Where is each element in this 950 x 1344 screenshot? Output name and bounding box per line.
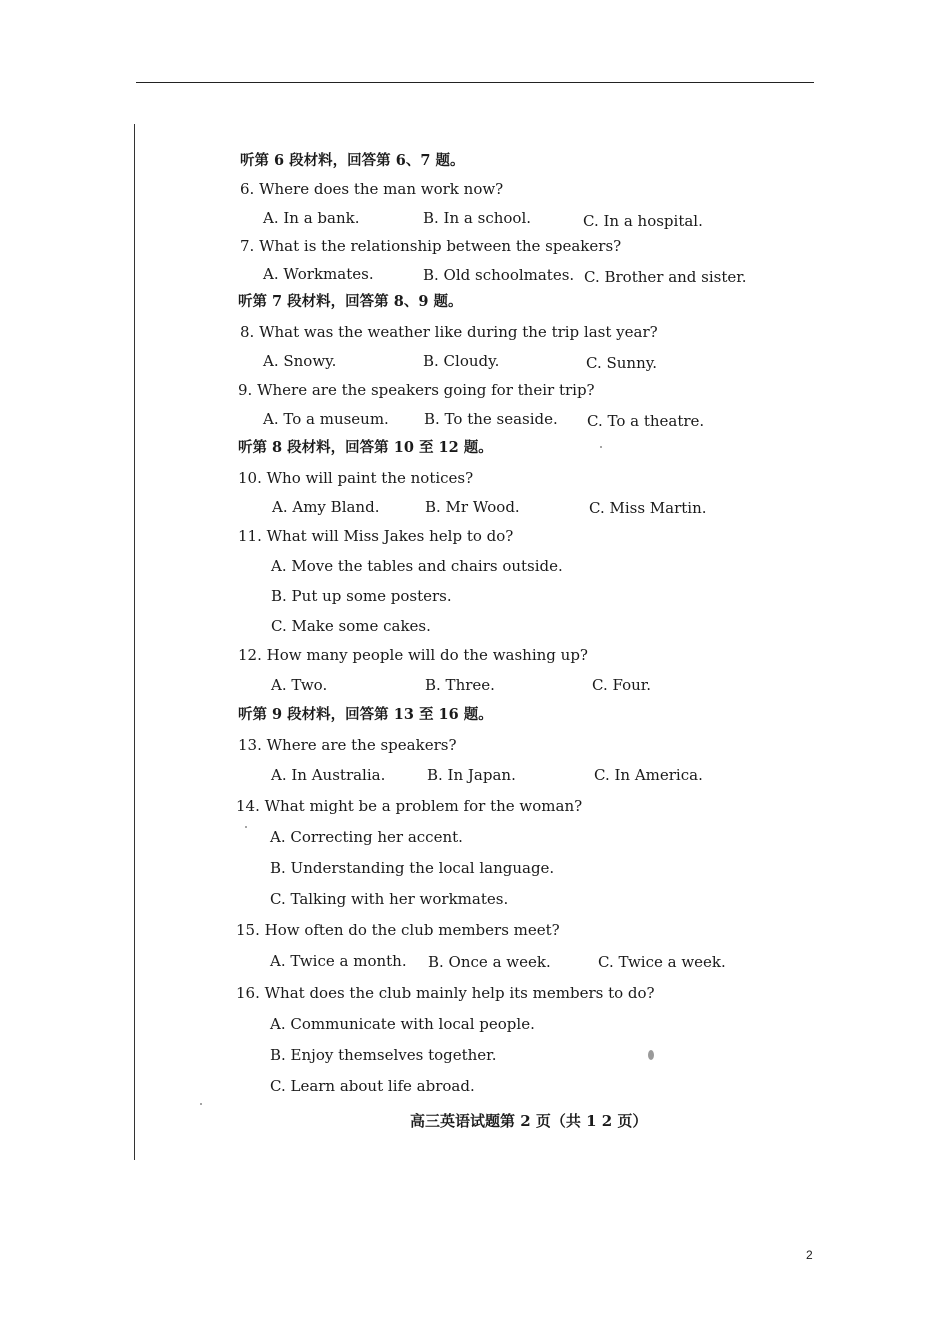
q6-option-b: B. In a school.: [423, 209, 532, 227]
question-13: 13. Where are the speakers?: [238, 736, 457, 754]
question-7: 7. What is the relationship between the speakers?: [240, 237, 622, 255]
q7-option-c: C. Brother and sister.: [584, 268, 747, 286]
q10-option-b: B. Mr Wood.: [425, 498, 520, 516]
q7-option-a: A. Workmates.: [263, 265, 374, 283]
scan-smudge: [648, 1050, 654, 1060]
page-footer: 高三英语试题第 2 页（共 1 2 页）: [410, 1112, 648, 1130]
q15-option-b: B. Once a week.: [428, 953, 551, 971]
section-heading: 听第 6 段材料，回答第 6、7 题。: [240, 152, 465, 169]
q6-option-c: C. In a hospital.: [583, 212, 703, 230]
question-6: 6. Where does the man work now?: [240, 180, 504, 198]
top-rule: [136, 82, 814, 83]
q14-option-c: C. Talking with her workmates.: [270, 890, 509, 908]
q6-option-a: A. In a bank.: [263, 209, 360, 227]
q12-option-a: A. Two.: [271, 676, 328, 694]
q8-option-a: A. Snowy.: [263, 352, 337, 370]
question-16: 16. What does the club mainly help its members to do?: [236, 984, 655, 1002]
q14-option-b: B. Understanding the local language.: [270, 859, 555, 877]
q14-option-a: A. Correcting her accent.: [270, 828, 463, 846]
section-heading: 听第 8 段材料，回答第 10 至 12 题。: [238, 439, 493, 456]
question-12: 12. How many people will do the washing up?: [238, 646, 588, 664]
section-heading: 听第 9 段材料，回答第 13 至 16 题。: [238, 706, 493, 723]
section-heading: 听第 7 段材料，回答第 8、9 题。: [238, 293, 463, 310]
q16-option-b: B. Enjoy themselves together.: [270, 1046, 497, 1064]
q9-option-a: A. To a museum.: [263, 410, 389, 428]
question-8: 8. What was the weather like during the trip last year?: [240, 323, 658, 341]
q13-option-c: C. In America.: [594, 766, 703, 784]
question-9: 9. Where are the speakers going for their trip?: [238, 381, 595, 399]
q9-option-b: B. To the seaside.: [424, 410, 558, 428]
left-margin-rule: [134, 124, 135, 1160]
scan-speck: [200, 1103, 202, 1105]
q15-option-a: A. Twice a month.: [270, 952, 407, 970]
q12-option-c: C. Four.: [592, 676, 652, 694]
page-number: 2: [806, 1248, 813, 1262]
question-11: 11. What will Miss Jakes help to do?: [238, 527, 514, 545]
q11-option-a: A. Move the tables and chairs outside.: [271, 557, 563, 575]
q7-option-b: B. Old schoolmates.: [423, 266, 575, 284]
q9-option-c: C. To a theatre.: [587, 412, 705, 430]
q8-option-b: B. Cloudy.: [423, 352, 500, 370]
q13-option-a: A. In Australia.: [271, 766, 386, 784]
q15-option-c: C. Twice a week.: [598, 953, 726, 971]
q16-option-c: C. Learn about life abroad.: [270, 1077, 475, 1095]
scan-speck: [245, 826, 247, 828]
q10-option-c: C. Miss Martin.: [589, 499, 707, 517]
question-10: 10. Who will paint the notices?: [238, 469, 474, 487]
q12-option-b: B. Three.: [425, 676, 495, 694]
q11-option-b: B. Put up some posters.: [271, 587, 452, 605]
q8-option-c: C. Sunny.: [586, 354, 657, 372]
q10-option-a: A. Amy Bland.: [272, 498, 380, 516]
question-15: 15. How often do the club members meet?: [236, 921, 560, 939]
q11-option-c: C. Make some cakes.: [271, 617, 431, 635]
q13-option-b: B. In Japan.: [427, 766, 516, 784]
q16-option-a: A. Communicate with local people.: [270, 1015, 535, 1033]
question-14: 14. What might be a problem for the woman?: [236, 797, 583, 815]
scan-speck: [600, 446, 602, 448]
